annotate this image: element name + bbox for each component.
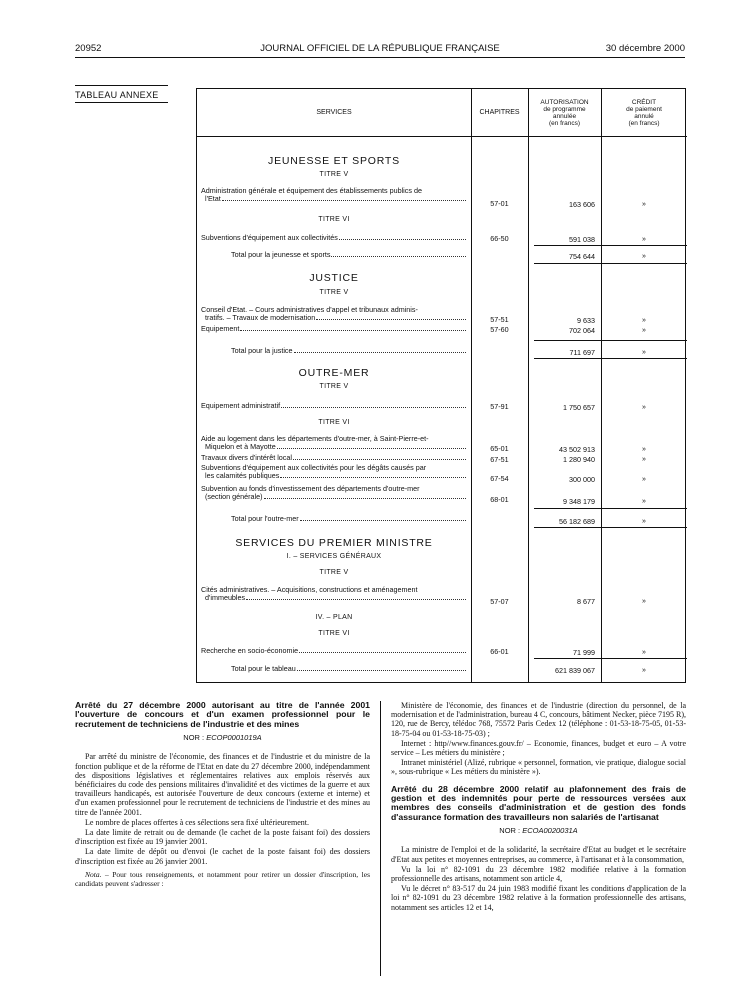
titre-label: TITRE VI [318,630,350,637]
header-chapitres: CHAPITRES [479,109,520,116]
leader-dots [293,459,466,460]
row-label [201,325,467,333]
row-label [201,647,467,655]
row-label-text: tratifs. – Travaux de modernisation [205,313,316,322]
autorisation-cell: 1 280 940 [563,455,595,464]
credit-cell: » [642,649,646,656]
chapter-cell: 66-01 [490,647,509,656]
total-rule [534,245,601,246]
column-divider [601,89,602,682]
annex-top-rule [75,85,168,86]
paragraph: Internet : http//www.finances.gouv.fr/ – Economie, finances, budget et euro – A votre service – Les métiers du ministère ; [391,738,686,758]
chapter-cell: 57-91 [490,402,509,411]
row-label-text: (section générale) [205,492,263,501]
titre-label: TITRE V [319,171,349,178]
total-rule [534,527,601,528]
leader-dots [264,498,466,499]
total-credit: » [642,349,646,356]
chapter-cell: 67-51 [490,455,509,464]
total-autorisation: 754 644 [569,252,595,261]
header-credit-line: de paiement [626,105,662,113]
nor-reference [391,826,686,835]
chapter-cell: 66-50 [490,234,509,243]
row-label-line: Aide au logement dans les départements d'outre-mer, à Saint-Pierre-et- [201,434,429,443]
row-label-line: Cités administratives. – Acquisitions, constructions et aménagement [201,585,418,594]
total-label-text: Total pour la justice [231,346,293,355]
nota-paragraph [75,870,370,888]
total-rule [601,508,687,509]
row-label [201,435,467,451]
leader-dots [299,652,466,653]
subsection-label: I. – SERVICES GÉNÉRAUX [286,553,382,560]
header-credit-line: (en francs) [628,119,660,127]
chapter-cell: 57-60 [490,325,509,334]
section-title: SERVICES DU PREMIER MINISTRE [235,537,433,549]
chapter-cell: 57-51 [490,315,509,324]
nor-label: NOR : [499,826,521,836]
autorisation-cell: 43 502 913 [559,445,595,454]
credit-cell: » [642,236,646,243]
grand-total-credit: » [642,667,646,674]
leader-dots [280,477,466,478]
credit-cell: » [642,317,646,324]
leader-dots [316,319,466,320]
autorisation-cell: 9 348 179 [563,497,595,506]
nor-reference [75,733,370,742]
total-rule [601,358,687,359]
row-label-text: Miquelon et à Mayotte [205,442,276,451]
row-label-line [201,493,467,501]
nota-text: – Pour tous renseignements, et notamment pour retirer un dossier d'inscription, les candidats peuvent s'adresser : [75,869,370,889]
chapter-cell: 57-01 [490,199,509,208]
chapter-cell: 65-01 [490,444,509,453]
header-rule [75,57,685,58]
titre-label: TITRE V [319,383,349,390]
header-autorisation-line: de programme [543,105,586,113]
autorisation-cell: 9 633 [577,316,595,325]
total-rule [601,658,687,659]
row-label [201,586,467,602]
nor-label: NOR : [183,733,205,743]
article-title: Arrêté du 27 décembre 2000 autorisant au titre de l'année 2001 l'ouverture de concours et d'un examen professionnel pour le recrutement de techniciens de l'industrie et des mines [75,700,370,729]
autorisation-cell: 8 677 [577,597,595,606]
total-rule [534,658,601,659]
header-services: SERVICES [316,109,352,116]
autorisation-cell: 1 750 657 [563,403,595,412]
chapter-cell: 68-01 [490,495,509,504]
nor-code: ECOA0020031A [522,826,578,836]
leader-dots [281,407,466,408]
row-label [201,234,467,242]
paragraph: Intranet ministériel (Alizé, rubrique « personnel, formation, vie pratique, dialogue social », sous-rubrique « Les métiers du ministère »). [391,758,686,777]
total-rule [601,245,687,246]
column-separator [380,701,381,976]
paragraph: Par arrêté du ministre de l'économie, des finances et de l'industrie et du ministre de la fonction publique et de la réforme de l'Etat en date du 27 décembre 2000, indépendamment des dispositions législatives et réglementaires relatives aux emplois réservés aux bénéficiaires du code des pensions militaires d'invalidité et des victimes de la guerre et aux travailleurs handicapés, est autorisée l'ouverture de deux concours (externe et interne) et d'un examen professionnel pour le recrutement de techniciens de l'industrie et des mines au titre de l'année 2001. [75,752,370,817]
leader-dots [222,200,466,201]
row-label-text: Equipement administratif [201,401,281,410]
credit-cell: » [642,201,646,208]
total-rule [601,340,687,341]
row-label [201,485,467,501]
paragraph: La date limite de dépôt ou d'envoi (le cachet de la poste faisant foi) des dossiers d'inscription est fixée au 26 janvier 2001. [75,847,370,866]
subsection-label: IV. – PLAN [315,614,353,621]
total-autorisation: 711 697 [569,348,595,357]
credit-cell: » [642,598,646,605]
annex-label: TABLEAU ANNEXE [75,90,168,103]
credit-cell: » [642,404,646,411]
row-label-text: l'Etat [205,194,221,203]
row-label-line [201,195,467,203]
page-number: 20952 [75,43,102,54]
row-label-line [201,472,467,480]
grand-total-label-text: Total pour le tableau [231,664,296,673]
header-autorisation-line: (en francs) [548,119,581,127]
nor-code: ECOP0001019A [206,733,262,743]
row-label-text: Recherche en socio-économie [201,646,299,655]
journal-title: JOURNAL OFFICIEL DE LA RÉPUBLIQUE FRANÇAISE [260,43,500,54]
autorisation-cell: 300 000 [569,475,595,484]
row-label [201,454,467,462]
autorisation-cell: 591 038 [569,235,595,244]
autorisation-cell: 163 606 [569,200,595,209]
header-autorisation [528,89,601,136]
header-autorisation-line: AUTORISATION [540,98,589,106]
section-title: OUTRE-MER [298,367,370,379]
chapter-cell: 57-07 [490,597,509,606]
total-rule [534,263,601,264]
paragraph: Le nombre de places offertes à ces sélections sera fixé ultérieurement. [85,817,309,827]
header-credit [601,89,687,136]
left-article [75,701,370,889]
credit-cell: » [642,446,646,453]
credit-cell: » [642,476,646,483]
row-label-line [201,443,467,451]
leader-dots [339,239,466,240]
total-rule [534,358,601,359]
article-title: Arrêté du 28 décembre 2000 relatif au plafonnement des frais de gestion et des indemnités pour perte de ressources versées aux membres des conseils d'administration et de gestion des fonds d'assurance formation des travailleurs non salariés de l'artisanat [391,783,686,822]
leader-dots [297,670,466,671]
total-label [231,251,467,259]
total-rule [534,340,601,341]
row-label [201,402,467,410]
row-label-text: Equipement [201,324,240,333]
paragraph: La date limite de retrait ou de demande (le cachet de la poste faisant foi) des dossiers d'inscription est fixée au 19 janvier 2001. [75,828,370,847]
row-label [201,464,467,480]
row-label-line: Subventions d'équipement aux collectivités pour les dégâts causés par [201,463,427,472]
total-credit: » [642,253,646,260]
header-credit-line: CRÉDIT [631,98,657,106]
row-label-text: Subventions d'équipement aux collectivités [201,233,338,242]
autorisation-cell: 702 064 [569,326,595,335]
total-rule [601,527,687,528]
leader-dots [331,256,466,257]
total-autorisation: 56 182 689 [559,517,595,526]
row-label-line: Conseil d'Etat. – Cours administratives d'appel et tribunaux adminis- [201,305,418,314]
total-label [231,515,467,523]
autorisation-cell: 71 999 [573,648,595,657]
annex-table [196,88,686,683]
leader-dots [277,448,466,449]
paragraph: Ministère de l'économie, des finances et de l'industrie (direction du personnel, de la modernisation et de l'administration, bureau 4 C, concours, bâtiment Necker, pièce 7195 R), 120, rue de Bercy, télédoc 768, 75572 Paris Cedex 12 (téléphone : 01-53-18-75-05, 01-53-18-75-04 ou 01-53-18-75-03) ; [391,701,686,738]
leader-dots [300,520,466,521]
paragraph: Vu le décret n° 83-517 du 24 juin 1983 modifié fixant les conditions d'application de la loi n° 82-1091 du 23 décembre 1982 relative à la formation professionnelle des artisans, notamment ses articles 12 et 14, [391,884,686,912]
grand-total-autorisation: 621 839 067 [555,666,595,675]
leader-dots [246,599,466,600]
row-label-text: d'immeubles [205,593,246,602]
total-rule [534,508,601,509]
row-label-text: les calamités publiques [205,471,280,480]
row-label-text: Travaux divers d'intérêt local [201,453,292,462]
row-label-line [201,314,467,322]
total-label [231,347,467,355]
titre-label: TITRE V [319,289,349,296]
right-article [391,701,686,913]
row-label-line: Administration générale et équipement des établissements publics de [201,186,422,195]
column-divider [528,89,529,682]
titre-label: TITRE VI [318,419,350,426]
leader-dots [294,352,466,353]
paragraph: Vu la loi n° 82-1091 du 23 décembre 1982 modifiée relative à la formation professionnelle des artisans, notamment son article 4, [391,864,686,884]
column-divider [471,89,472,682]
section-title: JUSTICE [309,272,359,284]
titre-label: TITRE VI [318,216,350,223]
grand-total-label [231,665,467,673]
header-divider [197,136,687,137]
header-autorisation-line: annulée [552,112,577,120]
header-credit-line: annulé [634,112,654,120]
chapter-cell: 67-54 [490,474,509,483]
nota-label: Nota. [85,869,102,879]
paragraph: La ministre de l'emploi et de la solidarité, la secrétaire d'Etat au budget et le secrétaire d'Etat aux petites et moyennes entreprises, au commerce, à l'artisanat et à la consommation, [391,845,686,864]
total-rule [601,263,687,264]
credit-cell: » [642,498,646,505]
section-title: JEUNESSE ET SPORTS [268,155,400,167]
titre-label: TITRE V [319,569,349,576]
total-label-text: Total pour la jeunesse et sports [231,250,331,259]
row-label-line [201,594,467,602]
issue-date: 30 décembre 2000 [605,43,685,54]
leader-dots [240,330,466,331]
row-label [201,187,467,203]
row-label-line: Subvention au fonds d'investissement des départements d'outre-mer [201,484,420,493]
credit-cell: » [642,456,646,463]
row-label [201,306,467,322]
total-credit: » [642,518,646,525]
credit-cell: » [642,327,646,334]
total-label-text: Total pour l'outre-mer [231,514,299,523]
